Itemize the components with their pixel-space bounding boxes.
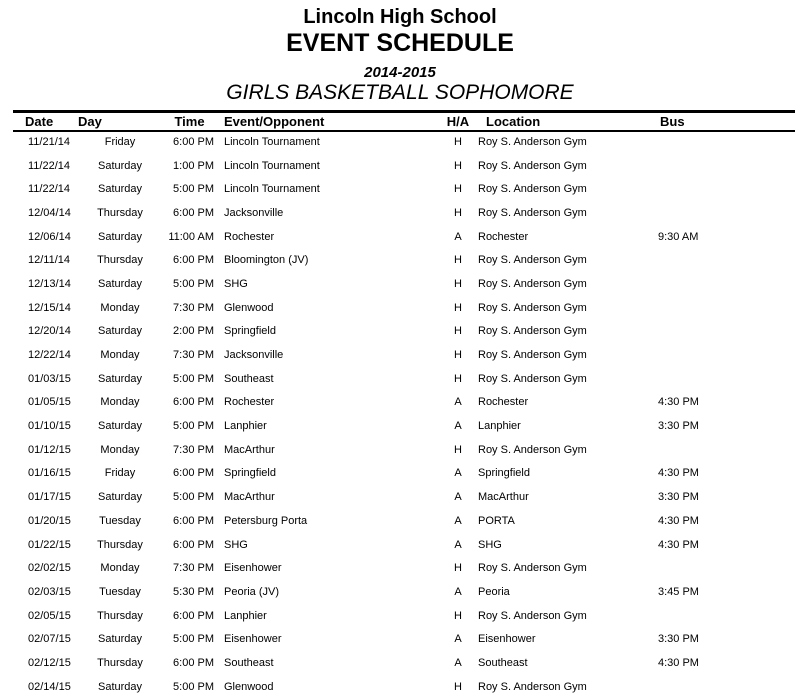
- cell-day: Friday: [104, 135, 136, 148]
- table-row: [25, 177, 738, 201]
- cell-ha: H: [454, 159, 462, 172]
- cell-time: 5:00 PM: [173, 491, 214, 504]
- cell-location: Roy S. Anderson Gym: [478, 135, 587, 148]
- col-header-day: Day: [78, 113, 102, 129]
- cell-location: Roy S. Anderson Gym: [478, 372, 587, 385]
- cell-location: PORTA: [478, 514, 515, 527]
- cell-bus: 4:30 PM: [658, 538, 699, 551]
- cell-event: MacArthur: [224, 443, 275, 456]
- cell-time: 6:00 PM: [173, 135, 214, 148]
- cell-location: Roy S. Anderson Gym: [478, 609, 587, 622]
- cell-date: 01/12/15: [28, 443, 71, 456]
- cell-ha: H: [454, 183, 462, 196]
- cell-event: Eisenhower: [224, 562, 282, 575]
- cell-event: Jacksonville: [224, 349, 284, 362]
- cell-location: SHG: [478, 538, 502, 551]
- cell-time: 6:00 PM: [173, 538, 214, 551]
- cell-day: Monday: [100, 349, 140, 362]
- table-row: [25, 580, 738, 604]
- cell-day: Saturday: [97, 420, 143, 433]
- cell-day: Saturday: [97, 183, 143, 196]
- cell-day: Saturday: [97, 633, 143, 646]
- cell-time: 6:00 PM: [173, 254, 214, 267]
- cell-date: 12/11/14: [28, 254, 71, 267]
- cell-ha: H: [454, 254, 462, 267]
- cell-day: Tuesday: [99, 514, 141, 527]
- table-row: [25, 201, 738, 225]
- cell-event: Lincoln Tournament: [224, 183, 320, 196]
- table-row: [25, 462, 738, 486]
- cell-date: 01/16/15: [28, 467, 71, 480]
- table-row: [25, 485, 738, 509]
- cell-bus: [658, 201, 738, 225]
- table-row: [25, 296, 738, 320]
- cell-location: Roy S. Anderson Gym: [478, 183, 587, 196]
- cell-ha: H: [454, 562, 462, 575]
- cell-ha: A: [454, 420, 462, 433]
- cell-time: 6:00 PM: [173, 514, 214, 527]
- table-row: [25, 272, 738, 296]
- cell-date: 01/10/15: [28, 420, 71, 433]
- cell-day: Saturday: [97, 372, 143, 385]
- table-row: [25, 627, 738, 651]
- cell-ha: H: [454, 609, 462, 622]
- cell-bus: [658, 248, 738, 272]
- cell-date: 01/17/15: [28, 491, 71, 504]
- cell-time: 7:30 PM: [173, 301, 214, 314]
- cell-bus: 4:30 PM: [658, 514, 699, 527]
- cell-event: Glenwood: [224, 301, 274, 314]
- cell-location: Roy S. Anderson Gym: [478, 254, 587, 267]
- cell-date: 02/02/15: [28, 562, 71, 575]
- cell-event: Lincoln Tournament: [224, 135, 320, 148]
- cell-event: Lanphier: [224, 609, 267, 622]
- cell-date: 12/13/14: [28, 277, 71, 290]
- season-label: 2014-2015: [364, 64, 436, 81]
- cell-bus: [658, 675, 738, 698]
- cell-event: Petersburg Porta: [224, 514, 308, 527]
- table-row: [25, 675, 738, 698]
- table-row: [25, 509, 738, 533]
- table-row: [25, 604, 738, 628]
- cell-ha: H: [454, 443, 462, 456]
- cell-time: 5:00 PM: [173, 372, 214, 385]
- cell-day: Saturday: [97, 680, 143, 693]
- cell-bus: 4:30 PM: [658, 396, 699, 409]
- cell-bus: [658, 343, 738, 367]
- cell-bus: [658, 438, 738, 462]
- cell-event: Peoria (JV): [224, 585, 280, 598]
- schedule-table: [25, 112, 738, 698]
- cell-location: Peoria: [478, 585, 510, 598]
- cell-time: 7:30 PM: [173, 443, 214, 456]
- cell-day: Saturday: [97, 277, 143, 290]
- table-row: [25, 130, 738, 154]
- cell-date: 11/22/14: [28, 183, 71, 196]
- cell-location: Roy S. Anderson Gym: [478, 206, 587, 219]
- table-row: [25, 320, 738, 344]
- cell-location: Roy S. Anderson Gym: [478, 277, 587, 290]
- cell-bus: [658, 130, 738, 154]
- cell-date: 01/20/15: [28, 514, 71, 527]
- cell-event: Jacksonville: [224, 206, 284, 219]
- table-row: [25, 391, 738, 415]
- cell-ha: A: [454, 656, 462, 669]
- cell-day: Monday: [100, 562, 140, 575]
- cell-event: Rochester: [224, 230, 275, 243]
- cell-time: 7:30 PM: [173, 562, 214, 575]
- cell-bus: [658, 367, 738, 391]
- cell-time: 5:30 PM: [173, 585, 214, 598]
- cell-day: Monday: [100, 443, 140, 456]
- cell-ha: A: [454, 514, 462, 527]
- cell-event: Bloomington (JV): [224, 254, 309, 267]
- cell-location: Roy S. Anderson Gym: [478, 159, 587, 172]
- cell-date: 01/22/15: [28, 538, 71, 551]
- cell-time: 11:00 AM: [168, 230, 214, 243]
- cell-date: 01/05/15: [28, 396, 71, 409]
- cell-bus: [658, 604, 738, 628]
- cell-time: 6:00 PM: [173, 206, 214, 219]
- cell-day: Monday: [100, 301, 140, 314]
- table-row: [25, 556, 738, 580]
- cell-bus: [658, 177, 738, 201]
- cell-date: 02/05/15: [28, 609, 71, 622]
- cell-location: Southeast: [478, 656, 528, 669]
- team-label: GIRLS BASKETBALL SOPHOMORE: [226, 81, 574, 104]
- cell-time: 6:00 PM: [173, 396, 214, 409]
- cell-event: Southeast: [224, 656, 274, 669]
- cell-bus: [658, 154, 738, 178]
- table-row: [25, 367, 738, 391]
- cell-day: Thursday: [97, 656, 143, 669]
- cell-ha: A: [454, 538, 462, 551]
- cell-date: 12/15/14: [28, 301, 71, 314]
- cell-ha: H: [454, 135, 462, 148]
- cell-date: 02/14/15: [28, 680, 71, 693]
- cell-bus: [658, 320, 738, 344]
- cell-day: Thursday: [97, 609, 143, 622]
- col-header-date: Date: [25, 113, 54, 129]
- table-row: [25, 651, 738, 675]
- cell-event: Rochester: [224, 396, 275, 409]
- col-header-ha: H/A: [446, 113, 470, 129]
- cell-date: 12/20/14: [28, 325, 71, 338]
- cell-time: 6:00 PM: [173, 467, 214, 480]
- cell-location: Roy S. Anderson Gym: [478, 443, 587, 456]
- table-body: [25, 130, 738, 698]
- cell-ha: A: [454, 467, 462, 480]
- cell-event: Southeast: [224, 372, 274, 385]
- cell-location: Roy S. Anderson Gym: [478, 325, 587, 338]
- table-row: [25, 343, 738, 367]
- cell-date: 12/04/14: [28, 206, 71, 219]
- table-row: [25, 154, 738, 178]
- table-row: [25, 248, 738, 272]
- cell-ha: A: [454, 396, 462, 409]
- col-header-bus: Bus: [660, 113, 685, 129]
- cell-event: Springfield: [224, 467, 276, 480]
- cell-location: Roy S. Anderson Gym: [478, 349, 587, 362]
- cell-ha: H: [454, 277, 462, 290]
- cell-day: Monday: [100, 396, 140, 409]
- cell-time: 5:00 PM: [173, 633, 214, 646]
- cell-time: 1:00 PM: [173, 159, 214, 172]
- cell-bus: 3:30 PM: [658, 420, 699, 433]
- cell-bus: 4:30 PM: [658, 656, 699, 669]
- cell-ha: H: [454, 301, 462, 314]
- cell-event: Lanphier: [224, 420, 267, 433]
- cell-event: MacArthur: [224, 491, 275, 504]
- cell-ha: A: [454, 491, 462, 504]
- cell-time: 2:00 PM: [173, 325, 214, 338]
- cell-day: Saturday: [97, 325, 143, 338]
- cell-bus: 4:30 PM: [658, 467, 699, 480]
- cell-time: 6:00 PM: [173, 609, 214, 622]
- cell-day: Tuesday: [99, 585, 141, 598]
- cell-ha: H: [454, 349, 462, 362]
- cell-ha: A: [454, 585, 462, 598]
- cell-bus: 9:30 AM: [658, 230, 699, 243]
- cell-date: 01/03/15: [28, 372, 71, 385]
- cell-event: SHG: [224, 538, 248, 551]
- cell-day: Saturday: [97, 491, 143, 504]
- cell-date: 12/22/14: [28, 349, 71, 362]
- cell-time: 5:00 PM: [173, 277, 214, 290]
- cell-date: 02/07/15: [28, 633, 71, 646]
- table-row: [25, 533, 738, 557]
- cell-bus: 3:45 PM: [658, 585, 699, 598]
- cell-bus: [658, 272, 738, 296]
- cell-bus: 3:30 PM: [658, 633, 699, 646]
- cell-day: Thursday: [97, 206, 143, 219]
- cell-time: 5:00 PM: [173, 183, 214, 196]
- cell-location: Springfield: [478, 467, 530, 480]
- cell-day: Saturday: [97, 159, 143, 172]
- cell-location: MacArthur: [478, 491, 529, 504]
- cell-location: Roy S. Anderson Gym: [478, 301, 587, 314]
- cell-location: Rochester: [478, 396, 529, 409]
- cell-day: Thursday: [97, 254, 143, 267]
- cell-ha: H: [454, 325, 462, 338]
- cell-location: Rochester: [478, 230, 529, 243]
- cell-event: Glenwood: [224, 680, 274, 693]
- cell-ha: H: [454, 206, 462, 219]
- cell-date: 02/03/15: [28, 585, 71, 598]
- col-header-time: Time: [174, 113, 205, 129]
- cell-event: Springfield: [224, 325, 276, 338]
- school-name: Lincoln High School: [303, 6, 497, 28]
- table-row: [25, 225, 738, 249]
- cell-event: Eisenhower: [224, 633, 282, 646]
- cell-location: Roy S. Anderson Gym: [478, 562, 587, 575]
- cell-time: 5:00 PM: [173, 420, 214, 433]
- cell-day: Saturday: [97, 230, 143, 243]
- cell-day: Friday: [104, 467, 136, 480]
- cell-date: 11/21/14: [28, 135, 71, 148]
- document-title: EVENT SCHEDULE: [286, 29, 514, 57]
- cell-event: Lincoln Tournament: [224, 159, 320, 172]
- table-header-row: [25, 112, 738, 130]
- cell-ha: A: [454, 230, 462, 243]
- cell-bus: 3:30 PM: [658, 491, 699, 504]
- cell-date: 12/06/14: [28, 230, 71, 243]
- cell-location: Eisenhower: [478, 633, 536, 646]
- cell-ha: A: [454, 633, 462, 646]
- cell-bus: [658, 296, 738, 320]
- cell-time: 7:30 PM: [173, 349, 214, 362]
- cell-location: Lanphier: [478, 420, 521, 433]
- col-header-location: Location: [486, 113, 541, 129]
- cell-ha: H: [454, 372, 462, 385]
- cell-day: Thursday: [97, 538, 143, 551]
- cell-ha: H: [454, 680, 462, 693]
- cell-date: 02/12/15: [28, 656, 71, 669]
- cell-event: SHG: [224, 277, 248, 290]
- cell-time: 6:00 PM: [173, 656, 214, 669]
- table-row: [25, 438, 738, 462]
- col-header-event: Event/Opponent: [224, 113, 325, 129]
- cell-bus: [658, 556, 738, 580]
- cell-time: 5:00 PM: [173, 680, 214, 693]
- cell-date: 11/22/14: [28, 159, 71, 172]
- cell-location: Roy S. Anderson Gym: [478, 680, 587, 693]
- table-row: [25, 414, 738, 438]
